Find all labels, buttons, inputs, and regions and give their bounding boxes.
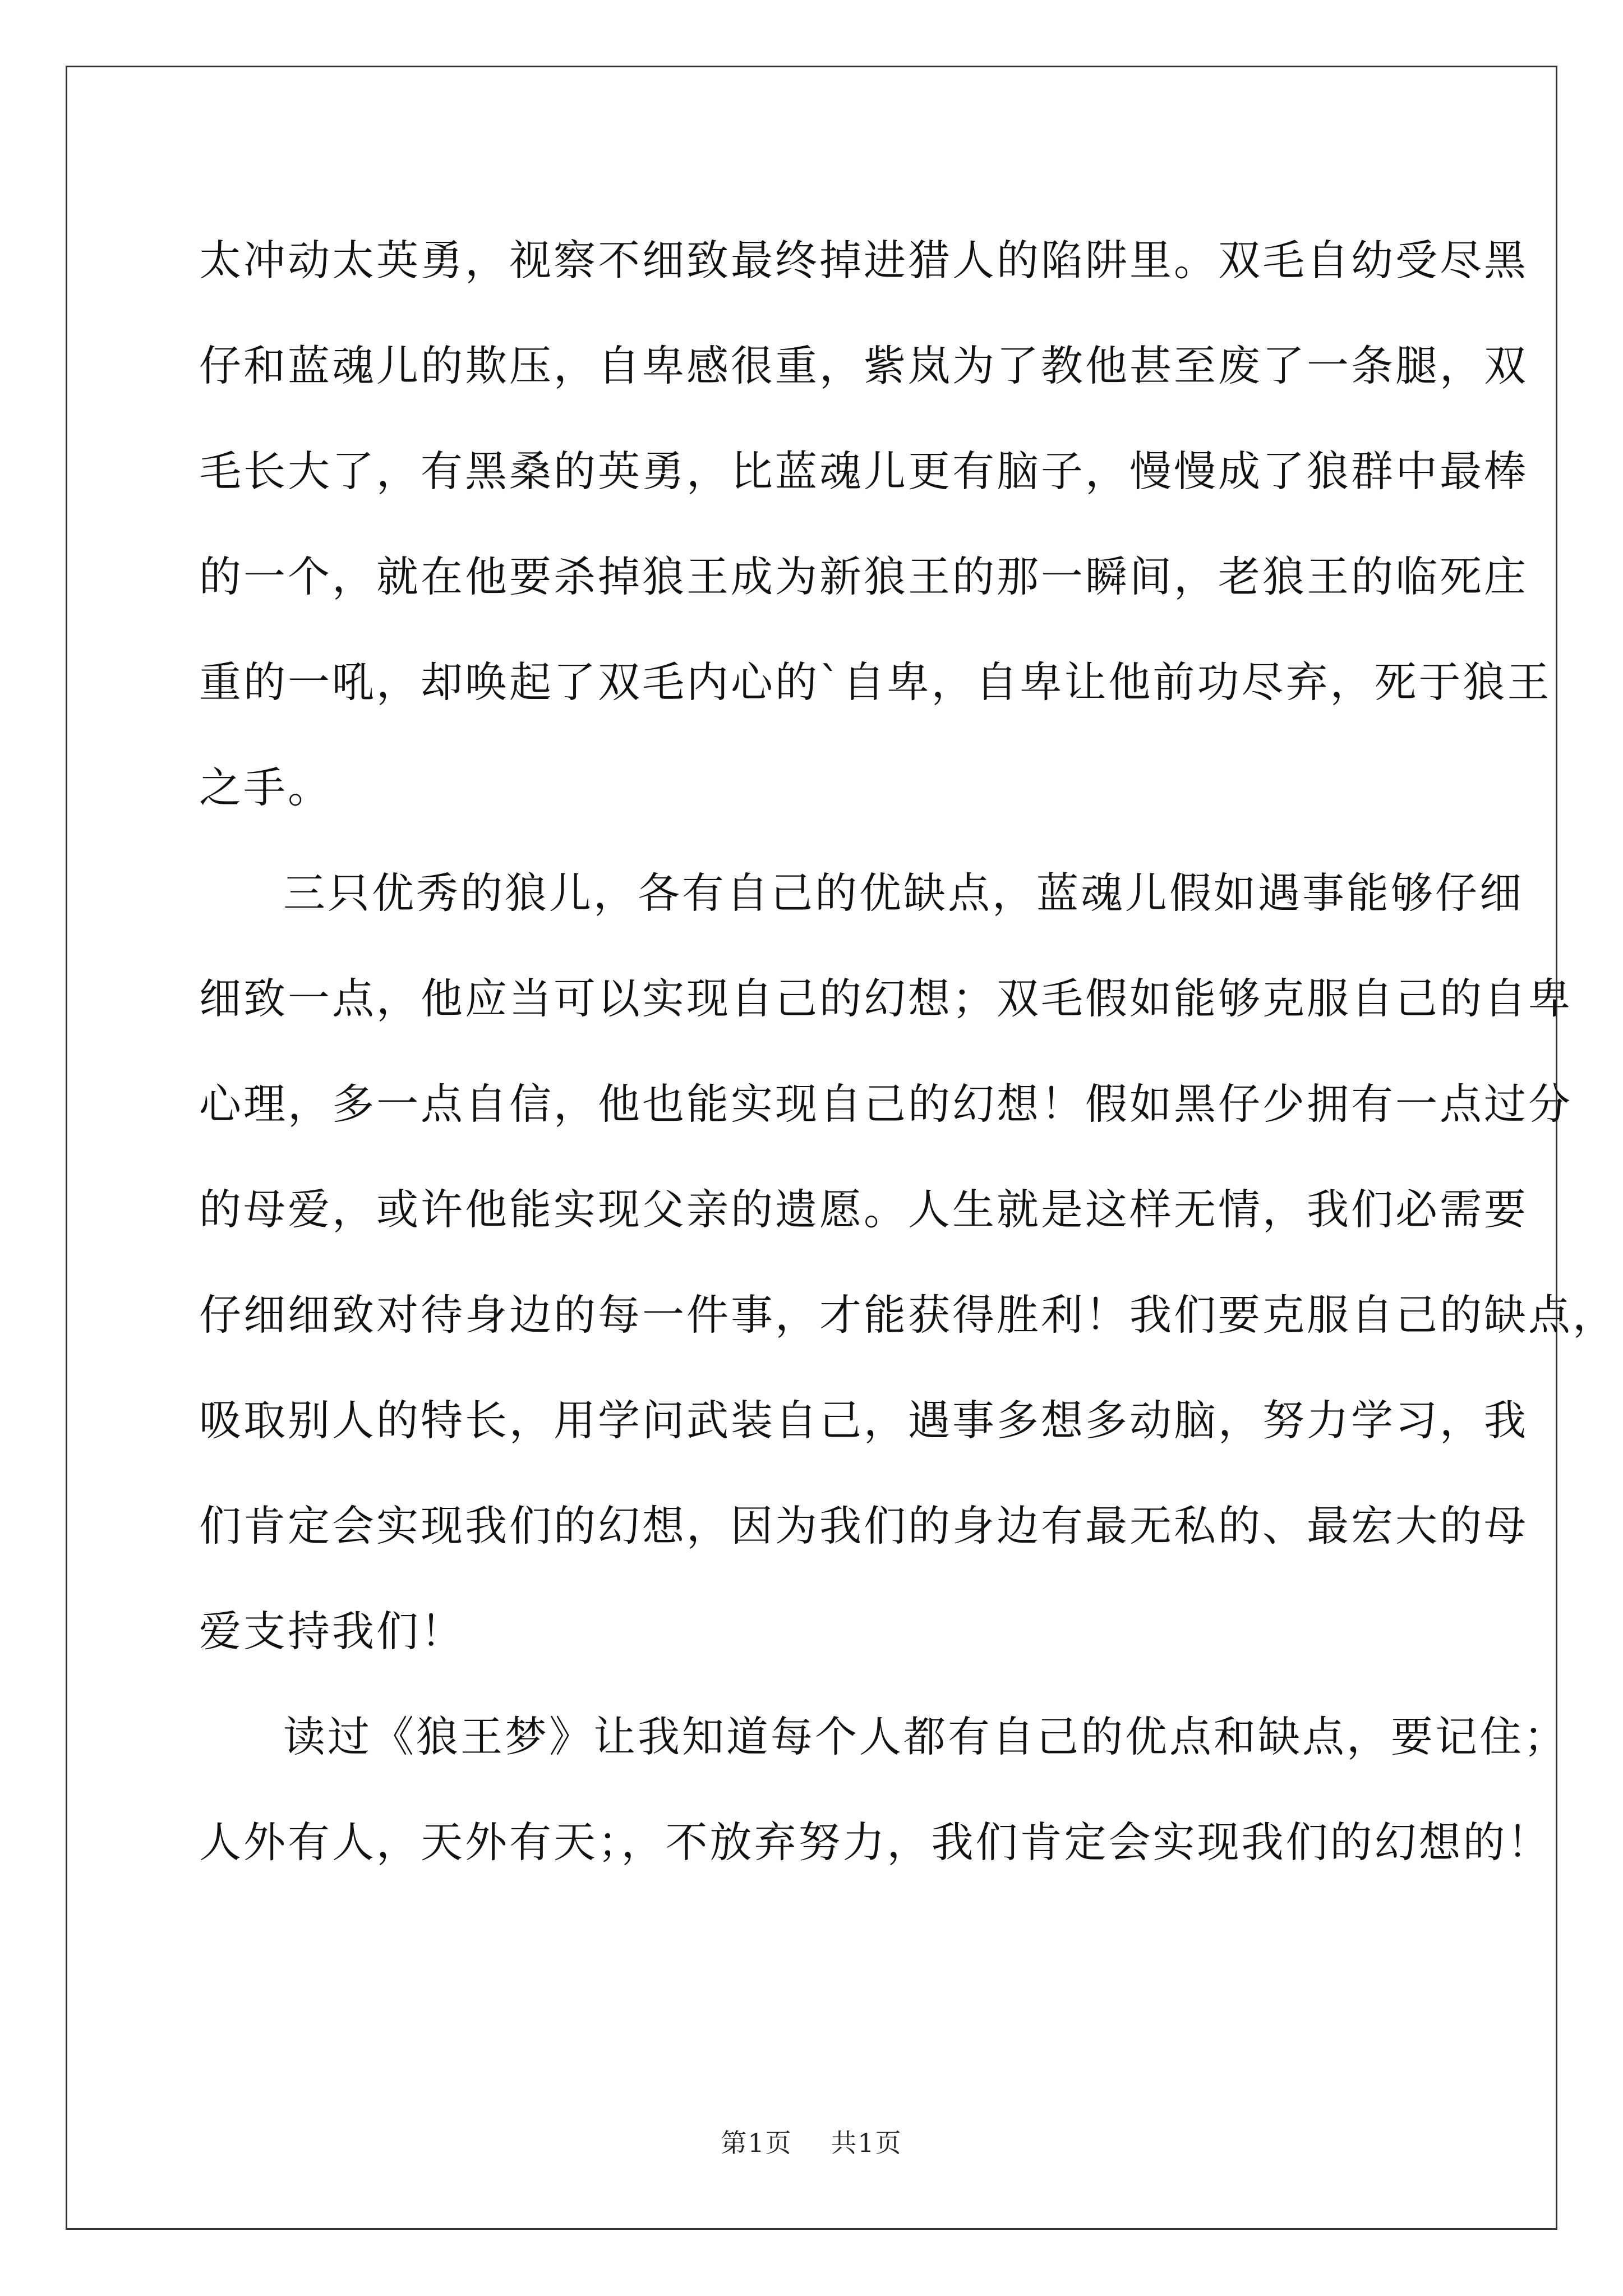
text-line: 心理，多一点自信，他也能实现自己的幻想！假如黑仔少拥有一点过分 — [199, 1079, 1573, 1129]
text-line: 重的一吼，却唤起了双毛内心的`自卑，自卑让他前功尽弃，死于狼王 — [199, 657, 1552, 707]
text-line: 细致一点，他应当可以实现自己的幻想；双毛假如能够克服自己的自卑 — [199, 974, 1573, 1023]
text-line: 的一个，就在他要杀掉狼王成为新狼王的那一瞬间，老狼王的临死庄 — [199, 552, 1529, 601]
text-line: 太冲动太英勇，视察不细致最终掉进猎人的陷阱里。双毛自幼受尽黑 — [199, 236, 1529, 285]
text-line: 吸取别人的特长，用学问武装自己，遇事多想多动脑，努力学习，我 — [199, 1396, 1529, 1445]
text-line: 的母爱，或许他能实现父亲的遗愿。人生就是这样无情，我们必需要 — [199, 1185, 1529, 1234]
paragraph-start-line: 三只优秀的狼儿，各有自己的优缺点，蓝魂儿假如遇事能够仔细 — [283, 868, 1524, 918]
page-number-total: 共1页 — [831, 2128, 902, 2158]
document-body — [199, 208, 1617, 1895]
text-line: 之手。 — [199, 763, 333, 812]
text-line: 仔细细致对待身边的每一件事，才能获得胜利！我们要克服自己的缺点， — [199, 1290, 1617, 1340]
paragraph-start-line: 读过《狼王梦》让我知道每个人都有自己的优点和缺点，要记住； — [283, 1712, 1569, 1761]
text-line: 们肯定会实现我们的幻想，因为我们的身边有最无私的、最宏大的母 — [199, 1501, 1529, 1550]
page-number-current: 第1页 — [721, 2128, 792, 2158]
page-footer — [0, 2126, 1623, 2160]
text-line: 毛长大了，有黑桑的英勇，比蓝魂儿更有脑子，慢慢成了狼群中最棒 — [199, 447, 1529, 496]
text-line: 爱支持我们！ — [199, 1607, 465, 1656]
text-line: 人外有人，天外有天；，不放弃努力，我们肯定会实现我们的幻想的！ — [199, 1818, 1552, 1867]
text-line: 仔和蓝魂儿的欺压，自卑感很重，紫岚为了教他甚至废了一条腿，双 — [199, 341, 1529, 390]
